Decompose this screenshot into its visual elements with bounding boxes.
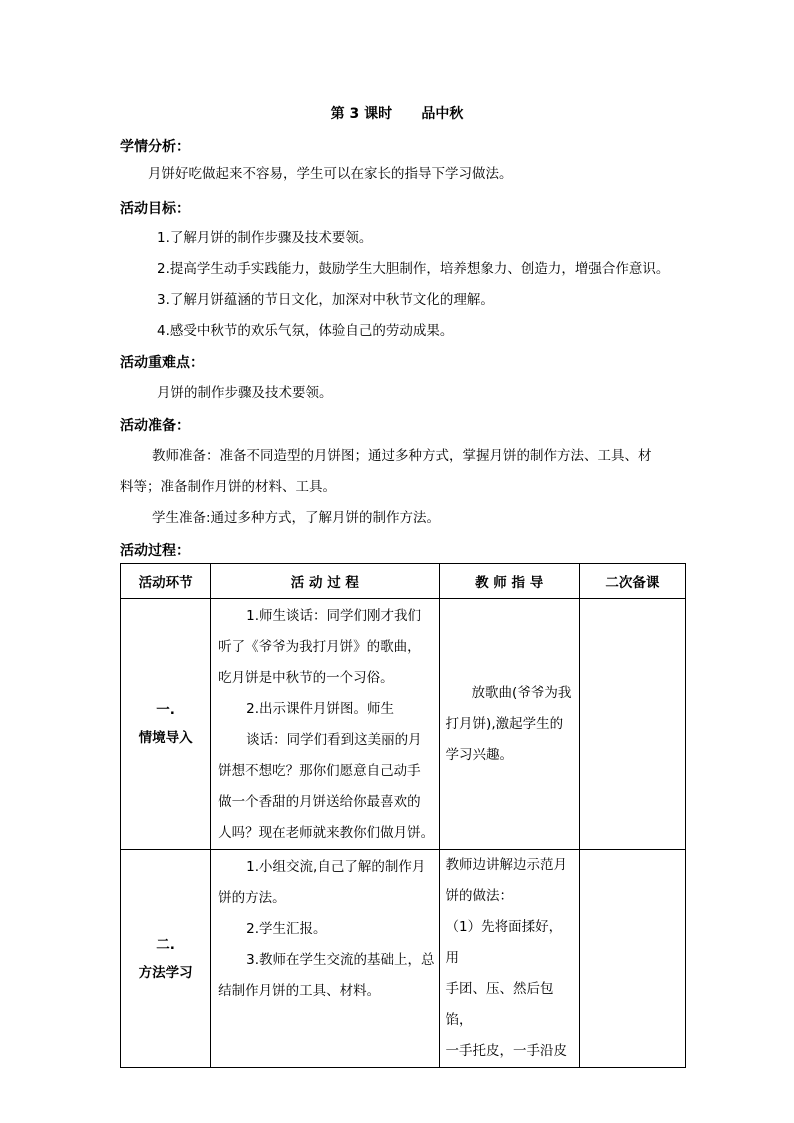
goal-item: 2.提高学生动手实践能力，鼓励学生大胆制作，培养想象力、创造力，增强合作意识。	[157, 261, 670, 277]
guidance-cell	[439, 599, 579, 850]
process-line: 饼想不想吃？那你们愿意自己动手	[218, 763, 421, 779]
process-cell	[211, 850, 439, 1068]
preparation-heading: 活动准备：	[120, 418, 190, 434]
key-points-text: 月饼的制作步骤及技术要领。	[157, 385, 333, 401]
notes-cell	[579, 599, 685, 850]
process-cell	[211, 599, 439, 850]
guidance-line: 教师边讲解边示范月	[445, 857, 568, 873]
analysis-heading: 学情分析：	[120, 139, 190, 155]
guidance-line: 一手托皮，一手沿皮	[445, 1043, 568, 1059]
stage-name: 方法学习	[138, 964, 193, 981]
process-line: 3.教师在学生交流的基础上，总	[246, 952, 435, 968]
goal-item: 4.感受中秋节的欢乐气氛，体验自己的劳动成果。	[157, 323, 454, 339]
teacher-preparation-line1: 教师准备：准备不同造型的月饼图；通过多种方式，掌握月饼的制作方法、工具、材	[152, 448, 652, 464]
stage-cell	[121, 850, 211, 1068]
activity-table	[120, 563, 686, 1068]
guidance-line: 饼的做法：	[445, 888, 514, 904]
header-process: 活 动 过 程	[211, 564, 439, 599]
process-line: 2.出示课件月饼图。师生	[246, 701, 395, 717]
process-line: 人吗？现在老师就来教你们做月饼。	[218, 825, 435, 841]
goal-item: 3.了解月饼蕴涵的节日文化，加深对中秋节文化的理解。	[157, 292, 494, 308]
process-line: 结制作月饼的工具、材料。	[218, 983, 381, 999]
header-notes: 二次备课	[579, 564, 685, 599]
process-line: 做一个香甜的月饼送给你最喜欢的	[218, 794, 421, 810]
stage-number: 一.	[156, 702, 175, 718]
table-row	[121, 850, 686, 1068]
process-line: 听了《爷爷为我打月饼》的歌曲，	[218, 639, 421, 655]
guidance-line: 打月饼),激起学生的	[445, 715, 564, 732]
guidance-line: 手团、压、然后包馅，	[445, 981, 554, 1028]
process-line: 1.师生谈话：同学们刚才我们	[246, 608, 422, 624]
header-stage: 活动环节	[121, 564, 211, 599]
guidance-cell	[439, 850, 579, 1068]
process-line: 吃月饼是中秋节的一个习俗。	[218, 670, 394, 686]
goals-heading: 活动目标：	[120, 201, 190, 217]
student-preparation: 学生准备:通过多种方式，了解月饼的制作方法。	[152, 510, 441, 526]
analysis-text: 月饼好吃做起来不容易，学生可以在家长的指导下学习做法。	[148, 166, 513, 182]
process-line: 谈话：同学们看到这美丽的月	[246, 732, 422, 748]
table-row	[121, 599, 686, 850]
table-header-row	[121, 564, 686, 599]
header-guidance: 教 师 指 导	[439, 564, 579, 599]
guidance-line: 放歌曲(爷爷为我	[471, 684, 572, 701]
stage-name: 情境导入	[138, 730, 193, 746]
guidance-line: 学习兴趣。	[445, 746, 514, 763]
stage-cell	[121, 599, 211, 850]
process-line: 饼的方法。	[218, 890, 286, 906]
process-line: 2.学生汇报。	[246, 921, 327, 937]
notes-cell	[579, 850, 685, 1068]
teacher-preparation-line2: 料等；准备制作月饼的材料、工具。	[120, 479, 336, 495]
lesson-title: 第 3 课时 品中秋	[330, 106, 464, 122]
process-heading: 活动过程：	[120, 543, 190, 559]
goal-item: 1.了解月饼的制作步骤及技术要领。	[157, 230, 373, 246]
stage-number: 二.	[156, 936, 175, 953]
guidance-line: （1）先将面揉好，用	[445, 919, 563, 966]
process-line: 1.小组交流,自己了解的制作月	[246, 859, 426, 875]
key-points-heading: 活动重难点：	[120, 355, 204, 371]
